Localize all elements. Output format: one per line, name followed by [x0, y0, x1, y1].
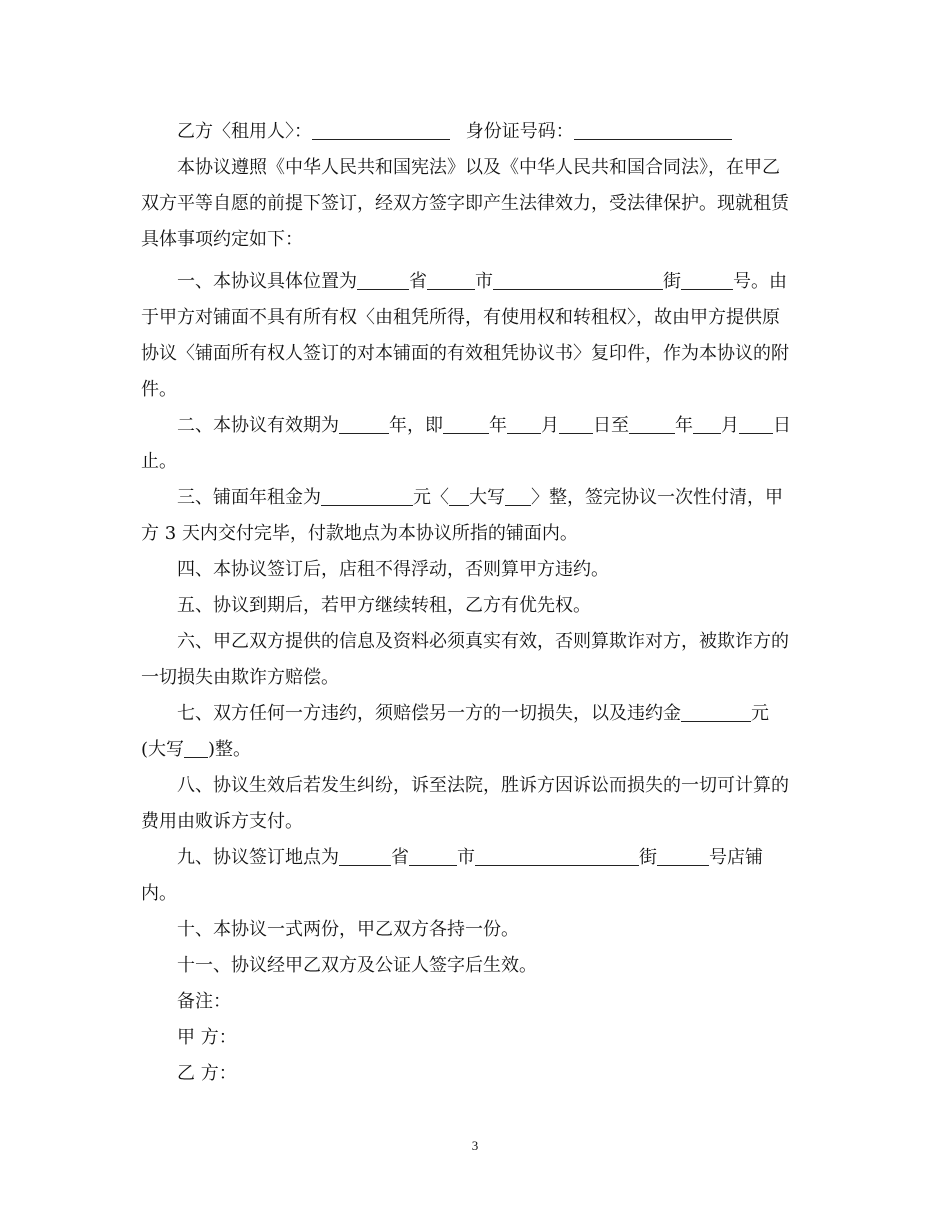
rent-caps-blank-1: [449, 485, 469, 506]
clause-6-line-1: 六、甲乙双方提供的信息及资料必须真实有效，否则算欺诈对方，被欺诈方的: [177, 631, 789, 652]
clause-7-text: 七、双方任何一方违约，须赔偿另一方的一切损失，以及违约金: [177, 703, 681, 724]
street-blank: [475, 845, 639, 866]
month-label: 月: [541, 415, 559, 436]
province-blank: [339, 845, 391, 866]
clause-3-tail: 〉整，签完协议一次性付清，甲: [531, 487, 783, 508]
clause-1-line-2: 于甲方对铺面不具有所有权〈由租凭所得，有使用权和转租权〉，故由甲方提供原: [141, 307, 780, 328]
rent-caps-blank-2: [505, 485, 531, 506]
clause-3-line-2: 方 3 天内交付完毕，付款地点为本协议所指的铺面内。: [141, 523, 578, 544]
clause-9-line-1: [141, 840, 849, 876]
tenant-label: 乙方〈租用人〉：: [177, 121, 312, 142]
clause-1-line-4: 件。: [141, 379, 177, 400]
city-label: 市: [475, 271, 493, 292]
clause-2-line-1: [141, 408, 849, 444]
city-blank: [427, 269, 475, 290]
street-blank: [493, 269, 663, 290]
caps-label: 大写: [469, 487, 505, 508]
clause-5: 五、协议到期后，若甲方继续转租，乙方有优先权。: [177, 595, 591, 616]
caps-label: (大写: [141, 739, 185, 760]
clause-8-line-1: 八、协议生效后若发生纠纷，诉至法院，胜诉方因诉讼而损失的一切可计算的: [177, 775, 789, 796]
clause-1-line-1: [141, 264, 849, 300]
clause-9-text: 九、协议签订地点为: [177, 847, 339, 868]
number-blank: [681, 269, 733, 290]
province-label: 省: [409, 271, 427, 292]
shop-number-label: 号店铺: [709, 847, 763, 868]
clause-7-tail: )整。: [208, 739, 252, 760]
clause-1-text: 一、本协议具体位置为: [177, 271, 357, 292]
penalty-caps-blank: [184, 737, 208, 758]
province-blank: [357, 269, 409, 290]
page-number: 3: [471, 1138, 479, 1153]
tenant-id-line: [141, 114, 849, 150]
notes-label: 备注：: [177, 991, 231, 1012]
street-label: 街: [639, 847, 657, 868]
tenant-name-blank: [312, 119, 450, 140]
province-label: 省: [391, 847, 409, 868]
party-a-signature-label: 甲 方：: [177, 1027, 237, 1048]
yuan-label: 元: [751, 703, 769, 724]
clause-10: 十、本协议一式两份，甲乙双方各持一份。: [177, 919, 519, 940]
yuan-label: 元〈: [413, 487, 449, 508]
clause-3-line-1: [141, 480, 849, 516]
clause-7-line-1: [141, 696, 849, 732]
start-year-blank: [443, 413, 489, 434]
penalty-amount-blank: [681, 701, 751, 722]
clause-4: 四、本协议签订后，店租不得浮动，否则算甲方违约。: [177, 559, 609, 580]
street-label: 街: [663, 271, 681, 292]
day-to-label: 日至: [593, 415, 629, 436]
id-number-blank: [574, 119, 732, 140]
start-month-blank: [507, 413, 541, 434]
preamble-line-2: 双方平等自愿的前提下签订，经双方签字即产生法律效力，受法律保护。现就租赁: [141, 193, 789, 214]
clause-6-line-2: 一切损失由欺诈方赔偿。: [141, 667, 339, 688]
city-blank: [409, 845, 457, 866]
day-label: 日: [773, 415, 791, 436]
clause-2-line-2: 止。: [141, 451, 177, 472]
party-b-signature-label: 乙 方：: [177, 1063, 237, 1084]
end-year-blank: [629, 413, 675, 434]
start-day-blank: [559, 413, 593, 434]
clause-7-line-2: [141, 732, 813, 768]
clause-1-line-3: 协议〈铺面所有权人签订的对本铺面的有效租凭协议书〉复印件，作为本协议的附: [141, 343, 789, 364]
city-label: 市: [457, 847, 475, 868]
clause-8-line-2: 费用由败诉方支付。: [141, 811, 303, 832]
year-label: 年: [489, 415, 507, 436]
end-day-blank: [739, 413, 773, 434]
id-number-label: 身份证号码：: [465, 121, 574, 142]
clause-3-text: 三、铺面年租金为: [177, 487, 321, 508]
preamble-line-3: 具体事项约定如下：: [141, 229, 303, 250]
year-label: 年，即: [389, 415, 443, 436]
number-blank: [657, 845, 709, 866]
clause-2-text: 二、本协议有效期为: [177, 415, 339, 436]
month-label: 月: [721, 415, 739, 436]
clause-9-line-2: 内。: [141, 883, 177, 904]
end-month-blank: [693, 413, 721, 434]
term-years-blank: [339, 413, 389, 434]
year-label: 年: [675, 415, 693, 436]
rent-amount-blank: [321, 485, 413, 506]
preamble-line-1: 本协议遵照《中华人民共和国宪法》以及《中华人民共和国合同法》，在甲乙: [177, 157, 780, 178]
clause-11: 十一、协议经甲乙双方及公证人签字后生效。: [177, 955, 537, 976]
number-label: 号。由: [733, 271, 787, 292]
